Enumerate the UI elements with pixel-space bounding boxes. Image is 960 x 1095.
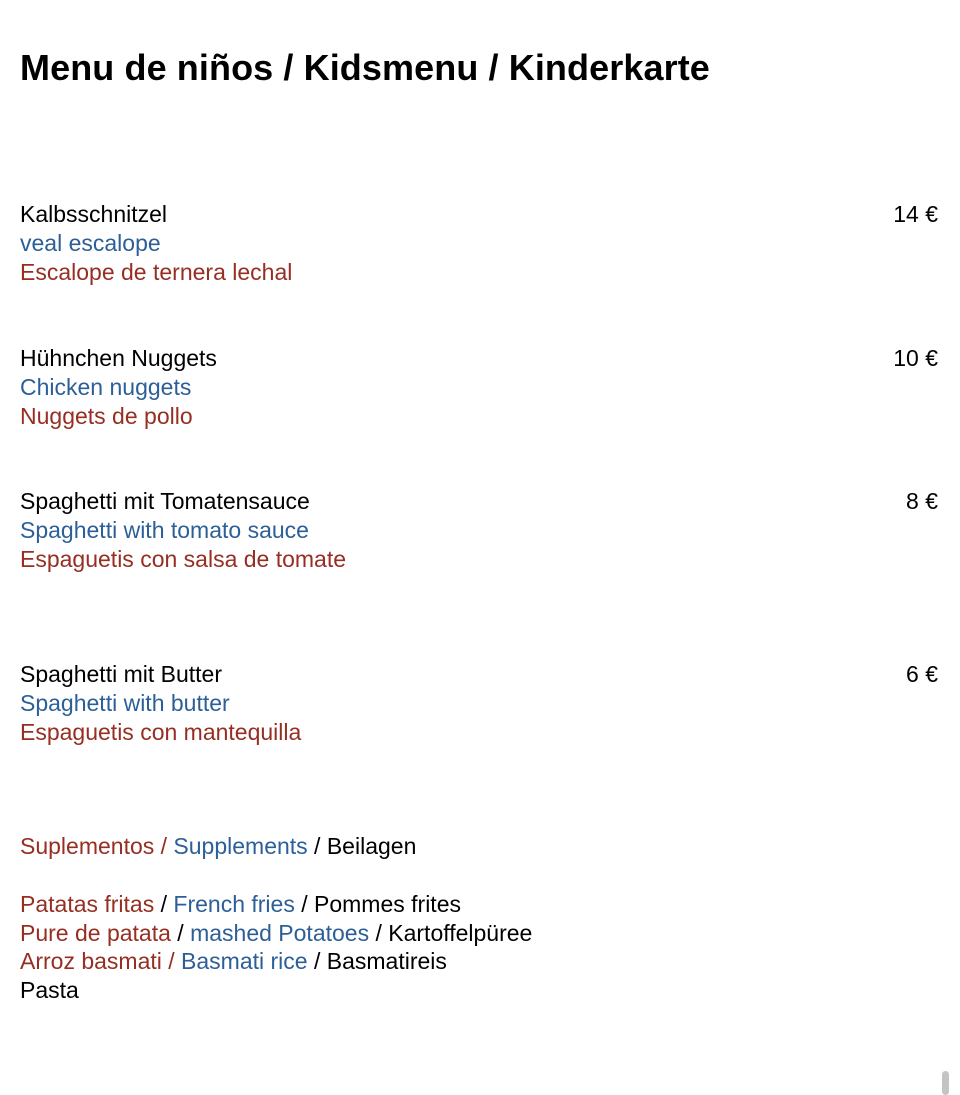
supplements-heading [20, 832, 938, 861]
menu-item-chicken-nuggets [20, 344, 938, 430]
separator: / [154, 890, 174, 917]
menu-item-spaghetti-tomato [20, 487, 938, 573]
item-name-spanish: Espaguetis con mantequilla [20, 718, 302, 745]
item-name-spanish: Escalope de ternera lechal [20, 258, 293, 285]
page-title: Menu de niños / Kidsmenu / Kinderkarte [20, 47, 710, 88]
supplement-basmati-rice [20, 947, 938, 976]
item-price: 8 € [906, 488, 938, 514]
supplement-spanish: Pure de patata [20, 919, 171, 946]
supplement-english: Basmati rice [181, 948, 308, 975]
supplement-french-fries [20, 890, 938, 919]
item-name-english: Chicken nuggets [20, 373, 192, 400]
supplement-german: Pommes frites [314, 890, 461, 917]
item-price: 14 € [893, 201, 938, 227]
supplements-section [20, 832, 938, 1005]
item-name-german: Hühnchen Nuggets [20, 345, 217, 371]
item-name-german: Spaghetti mit Tomatensauce [20, 488, 310, 514]
item-name-spanish: Espaguetis con salsa de tomate [20, 545, 347, 572]
supplement-spanish: Arroz basmati / [20, 948, 182, 975]
item-name-german: Kalbsschnitzel [20, 201, 168, 227]
separator: / [307, 948, 327, 975]
supplement-pasta: Pasta [20, 977, 79, 1004]
item-name-english: veal escalope [20, 229, 161, 256]
supplement-spanish: Patatas fritas [20, 890, 155, 917]
menu-item-spaghetti-butter [20, 660, 938, 746]
scrollbar-thumb[interactable] [942, 1071, 949, 1095]
item-name-german: Spaghetti mit Butter [20, 661, 222, 687]
heading-separator: / [307, 833, 327, 859]
heading-spanish: Suplementos / [20, 833, 174, 859]
menu-item-veal-escalope [20, 200, 938, 286]
item-price: 10 € [893, 345, 938, 371]
supplement-english: mashed Potatoes [190, 919, 370, 946]
heading-english: Supplements [173, 833, 308, 859]
item-name-spanish: Nuggets de pollo [20, 402, 193, 429]
supplement-german: Basmatireis [326, 948, 447, 975]
item-name-english: Spaghetti with butter [20, 689, 230, 716]
separator: / [294, 890, 315, 917]
supplement-english: French fries [173, 890, 295, 917]
item-name-english: Spaghetti with tomato sauce [20, 516, 309, 543]
supplement-mashed-potatoes [20, 919, 938, 948]
item-price: 6 € [906, 661, 938, 687]
supplement-german: Kartoffelpüree [388, 919, 533, 946]
separator: / [369, 919, 389, 946]
separator: / [170, 919, 191, 946]
heading-german: Beilagen [326, 833, 417, 859]
